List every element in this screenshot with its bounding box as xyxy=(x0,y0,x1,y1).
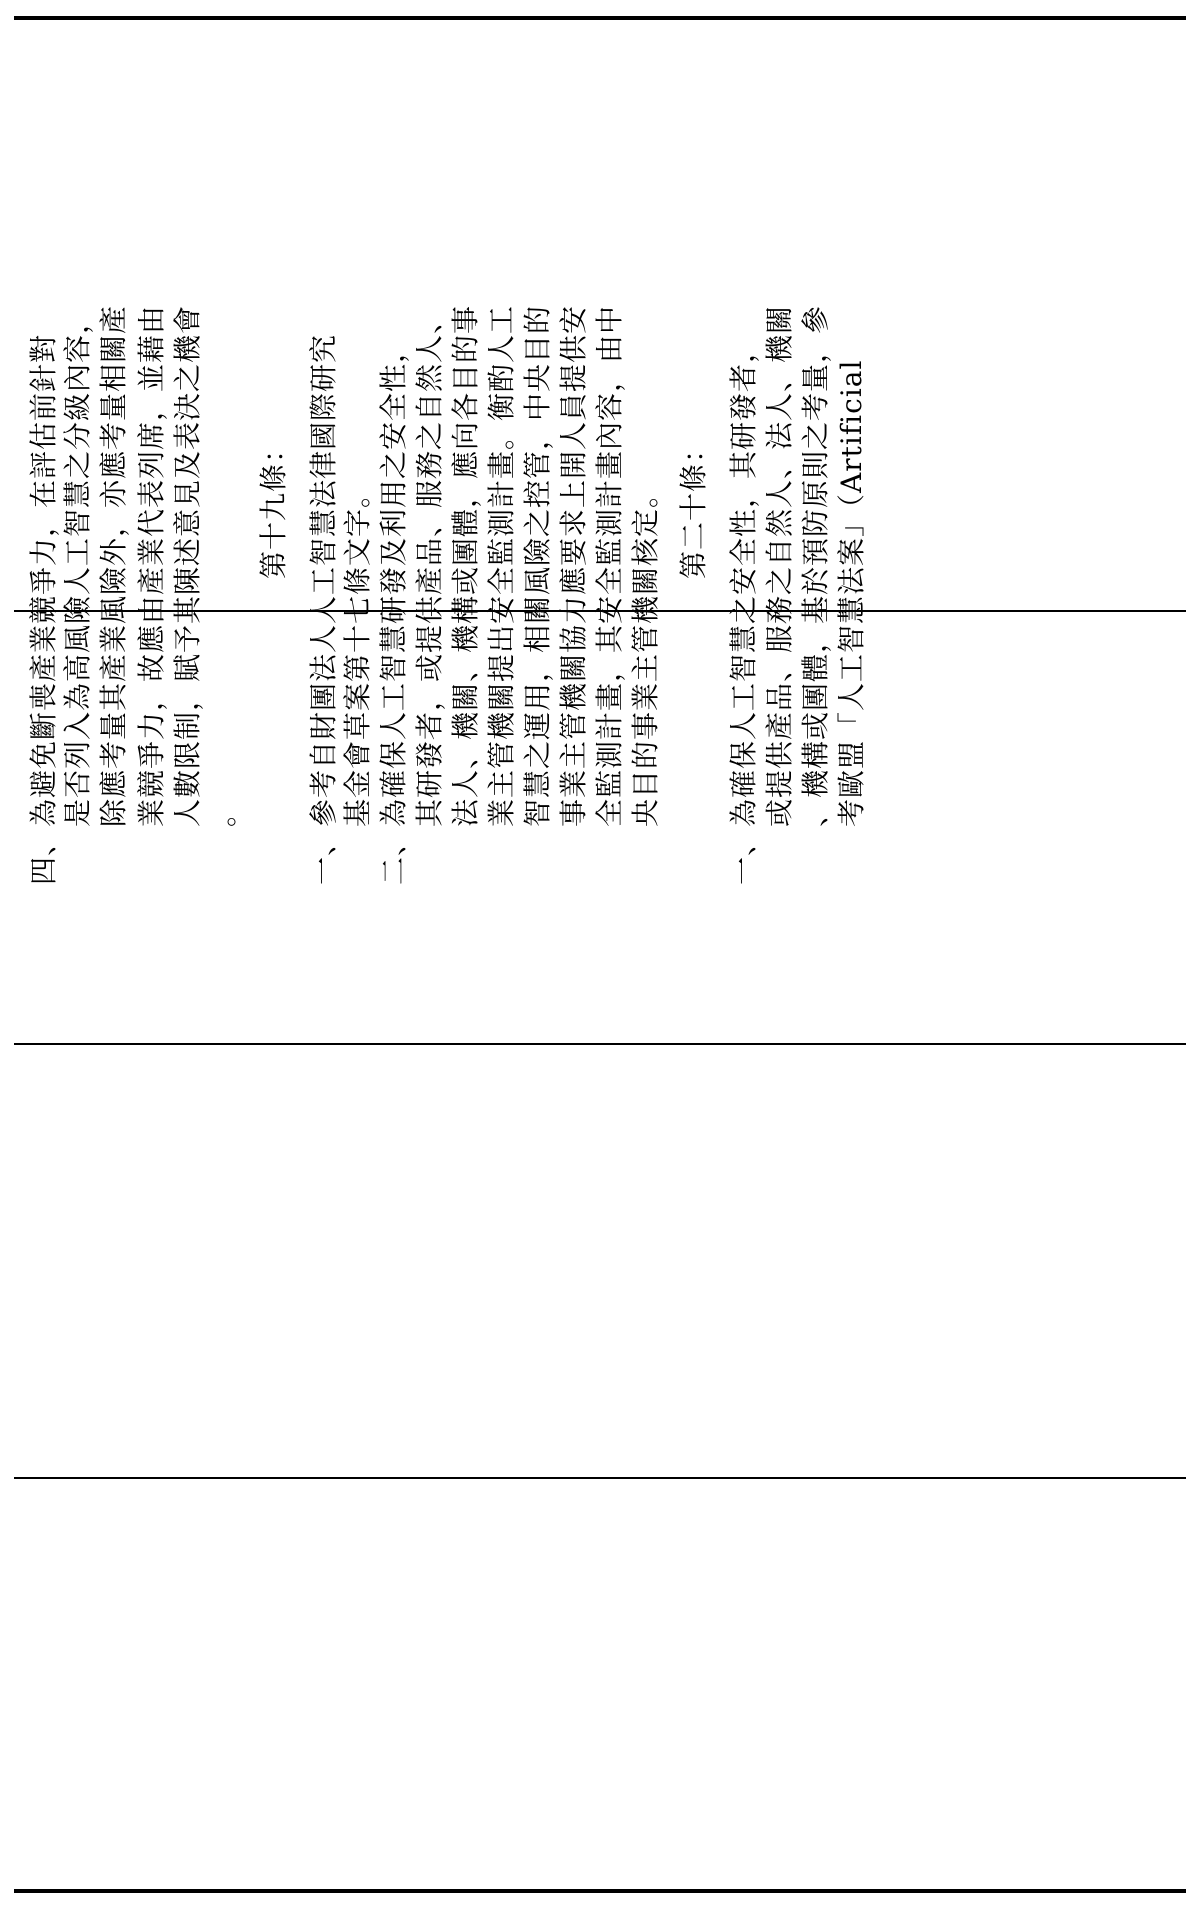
text-line: 人數限制，賦予其陳述意見及表決之機會 xyxy=(171,304,204,827)
text-line: 基金會草案第十七條文字。 xyxy=(341,478,374,827)
bottom-rule xyxy=(14,1889,1186,1893)
text-line: 智慧之運用，相關風險之控管，中央目的 xyxy=(521,304,554,827)
text-line: 除應考量其產業風險外，亦應考量相關產 xyxy=(97,304,130,827)
text-line: 是否列入為高風險人工智慧之分級內容， xyxy=(61,304,94,827)
text-line: 業競爭力，故應由產業代表列席，並藉由 xyxy=(135,304,168,827)
divider-rule-2 xyxy=(14,1043,1186,1045)
text-line: 全監測計畫，其安全監測計畫內容，由中 xyxy=(593,304,626,827)
article-heading: 第十九條： xyxy=(257,433,290,579)
text-line: 二、為確保人工智慧研發及利用之安全性， xyxy=(377,333,410,885)
text-line: 或提供產品、服務之自然人、法人、機關 xyxy=(763,304,796,827)
text-line: 考歐盟「人工智慧法案」（Artificial xyxy=(835,359,868,827)
rotated-text-panel xyxy=(11,304,1181,905)
text-line: 四、為避免斷喪產業競爭力，在評估前針對 xyxy=(27,333,60,885)
text-line: 一、為確保人工智慧之安全性，其研發者， xyxy=(727,333,760,885)
divider-rule-3 xyxy=(14,1477,1186,1479)
text-line: 、機構或團體，基於預防原則之考量，參 xyxy=(799,304,832,827)
text-line: 業主管機關提出安全監測計畫。衡酌人工 xyxy=(485,304,518,827)
top-rule xyxy=(14,16,1186,20)
text-line: 事業主管機關協力應要求上開人員提供安 xyxy=(557,304,590,827)
text-line: 。 xyxy=(207,797,240,827)
text-line: 一、參考自財團法人人工智慧法律國際研究 xyxy=(307,333,340,885)
text-line: 其研發者，或提供產品、服務之自然人、 xyxy=(413,304,446,827)
text-line: 法人、機關、機構或團體，應向各目的事 xyxy=(449,304,482,827)
article-heading: 第二十條： xyxy=(677,433,710,579)
text-line: 央目的事業主管機關核定。 xyxy=(629,478,662,827)
